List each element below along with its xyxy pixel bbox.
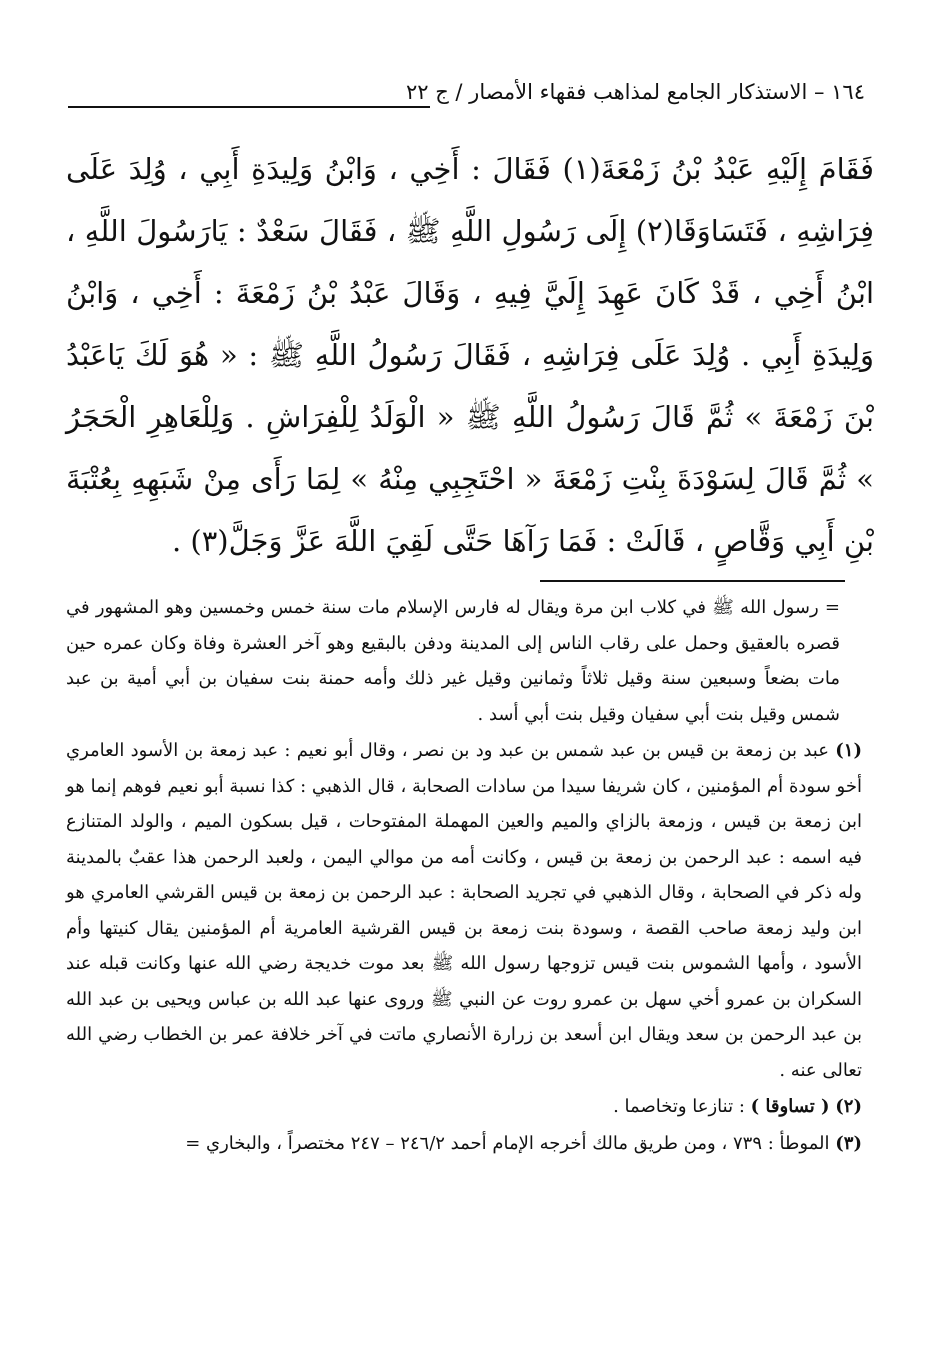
footnote-2 — [66, 1089, 862, 1125]
footnote-2-text: : تنازعا وتخاصما . — [613, 1096, 745, 1117]
footnote-rule — [540, 580, 845, 582]
footnote-3 — [66, 1126, 862, 1162]
footnote-continuation: = رسول الله ﷺ في كلاب ابن مرة ويقال له فارس الإسلام مات سنة خمس وخمسين وهو المشهور في قصره بالعقيق وحمل على رقاب الناس إلى المدينة ودفن بالبقيع وهو آخر العشرة وفاة وكان عمره حين مات بضعاً وسبعين سنة وقيل ثلاثاً وثمانين وقيل غير ذلك وأمه حمنة بنت سفيان بن أبي أمية بن عبد شمس وقيل بنت أبي سفيان وقيل بنت أبي أسد . — [66, 597, 840, 725]
footnote-2-word: ( تساوقا ) — [750, 1096, 830, 1117]
footnote-3-text: الموطأ : ٧٣٩ ، ومن طريق مالك أخرجه الإمام أحمد ٢٤٦/٢ – ٢٤٧ مختصراً ، والبخاري = — [185, 1132, 830, 1154]
footnote-3-number: (٣) — [835, 1132, 862, 1154]
header-rule — [68, 106, 430, 108]
footnote-1-text: عبد بن زمعة بن قيس بن عبد شمس بن عبد ود بن نصر ، وقال أبو نعيم : عبد زمعة بن الأسود العامري أخو سودة أم المؤمنين ، كان شريفا سيدا من سادات الصحابة ، قال الذهبي : كذا نسبة أبو نعيم فوهم إنما هو ابن زمعة بن قيس ، وزمعة بالزاي والميم والعين المهملة المفتوحات ، قيل بسكون الميم ، والولد المتنازع فيه اسمه : عبد الرحمن بن زمعة بن قيس ، وكانت أمه من موالي اليمن ، ولعبد الرحمن هذا عقبٌ بالمدينة وله ذكر في الصحابة ، وقال الذهبي في تجريد الصحابة : عبد الرحمن بن زمعة بن قيس القرشي العامري هو ابن وليد زمعة صاحب القصة ، وسودة بنت زمعة بن قيس القرشية العامرية أم المؤمنين يقال كنيتها وأم الأسود ، وأمها الشموس بنت قيس تزوجها رسول الله ﷺ بعد موت خديجة رضي الله عنها وكانت قبله عند السكران بن عمرو أخي سهل بن عمرو روت عن النبي ﷺ وروى عنها عبد الله بن عباس ويحيى بن عبد الله بن عبد الرحمن بن سعد ويقال ابن أسعد بن زرارة الأنصاري ماتت في آخر خلافة عمر بن الخطاب رضي الله تعالى عنه . — [66, 740, 862, 1081]
footnote-1 — [66, 733, 862, 1088]
footnotes — [66, 590, 862, 1162]
main-text — [66, 138, 874, 572]
main-paragraph: فَقَامَ إِلَيْهِ عَبْدُ بْنُ زَمْعَةَ(١) فَقَالَ : أَخِي ، وَابْنُ وَلِيدَةِ أَبِي ، وُلِدَ عَلَى فِرَاشِهِ ، فَتَسَاوَقَا(٢) إِلَى رَسُولِ اللَّهِ ﷺ ، فَقَالَ سَعْدٌ : يَارَسُولَ اللَّهِ ، ابْنُ أَخِي ، قَدْ كَانَ عَهِدَ إِلَيَّ فِيهِ ، وَقَالَ عَبْدُ بْنُ زَمْعَةَ : أَخِي ، وَابْنُ وَلِيدَةِ أَبِي . وُلِدَ عَلَى فِرَاشِهِ ، فَقَالَ رَسُولُ اللَّهِ ﷺ : « هُوَ لَكَ يَاعَبْدُ بْنَ زَمْعَةَ » ثُمَّ قَالَ رَسُولُ اللَّهِ ﷺ « الْوَلَدُ لِلْفِرَاشِ . وَلِلْعَاهِرِ الْحَجَرُ » ثُمَّ قَالَ لِسَوْدَةَ بِنْتِ زَمْعَةَ « احْتَجِبِي مِنْهُ » لِمَا رَأَى مِنْ شَبَهِهِ بِعُتْبَةَ بْنِ أَبِي وَقَّاصٍ ، قَالَتْ : فَمَا رَآهَا حَتَّى لَقِيَ اللَّهَ عَزَّ وَجَلَّ(٣) . — [66, 152, 874, 558]
footnote-1-number: (١) — [835, 740, 862, 761]
footnote-2-number: (٢) — [835, 1096, 862, 1117]
running-header: ١٦٤ – الاستذكار الجامع لمذاهب فقهاء الأمصار / ج ٢٢ — [405, 80, 865, 104]
